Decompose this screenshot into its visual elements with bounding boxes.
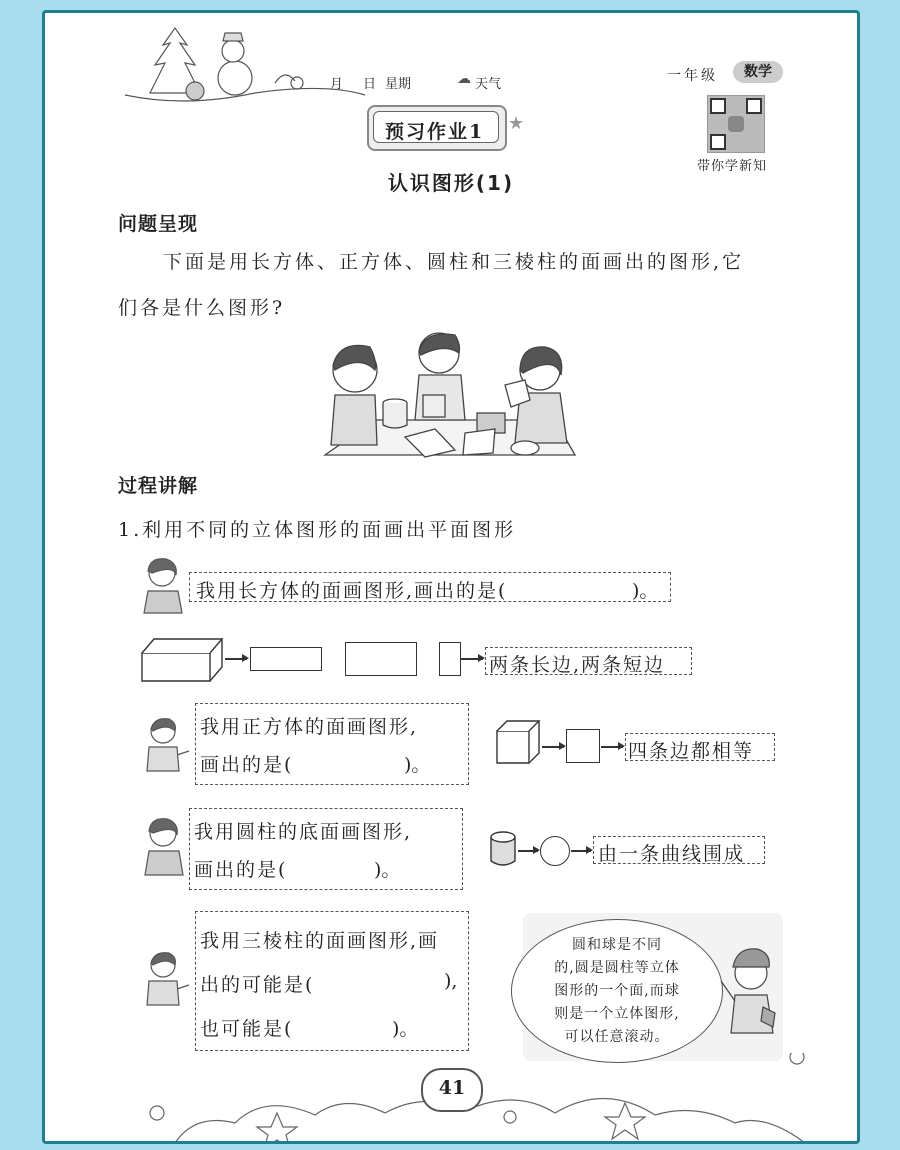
row3-speech-line1: 我用圆柱的底面画图形, <box>194 821 413 843</box>
row4-speech-line2b: ), <box>444 970 458 992</box>
row1-speech-text: 我用长方体的面画图形,画出的是( <box>196 580 508 602</box>
rectangle-face-3 <box>439 642 461 676</box>
bubble-line1: 圆和球是不同 <box>572 937 662 953</box>
bubble-line3: 图形的一个面,而球 <box>554 983 680 999</box>
row2-speech-line2a: 画出的是( <box>200 754 294 776</box>
qr-code[interactable] <box>707 95 765 153</box>
rectangle-face-1 <box>250 647 322 671</box>
row1-speech-end: )。 <box>632 580 659 602</box>
bubble-line2: 的,圆是圆柱等立体 <box>554 960 680 976</box>
row4-speech-line2a: 出的可能是( <box>200 974 315 996</box>
arrow-r2b <box>601 746 623 748</box>
subject-badge: 数学 <box>733 61 783 83</box>
step1-text: 1.利用不同的立体图形的面画出平面图形 <box>118 519 517 541</box>
worksheet-page <box>42 10 860 1144</box>
weather-label: 天气 <box>475 77 502 92</box>
row3-speech-line2b: )。 <box>374 859 401 881</box>
row3-speech-box <box>189 808 463 890</box>
page-title: 认识图形(1) <box>387 171 515 195</box>
cube-shape <box>495 719 545 769</box>
row2-speech-box <box>195 703 469 785</box>
row1-speech-box <box>189 572 671 602</box>
date-month-label: 月 <box>330 77 344 92</box>
weather-icon: ☁ <box>457 71 471 87</box>
boy-with-hat-illustration <box>717 941 783 1037</box>
bubble-line5: 可以任意滚动。 <box>564 1029 670 1045</box>
thought-bubble <box>511 919 723 1063</box>
problem-text-line1: 下面是用长方体、正方体、圆柱和三棱柱的面画出的图形,它 <box>163 251 745 273</box>
square-face <box>566 729 600 763</box>
lesson-badge-text: 预习作业1 <box>385 121 485 143</box>
star-icon: ★ <box>508 113 525 134</box>
circle-face <box>540 836 570 866</box>
weekday-label: 星期 <box>385 77 412 92</box>
row3-speech-line2a: 画出的是( <box>194 859 288 881</box>
row2-label: 四条边都相等 <box>628 740 755 762</box>
row4-speech-line1: 我用三棱柱的面画图形,画 <box>200 930 440 952</box>
girl-avatar <box>141 813 189 879</box>
rectangle-face-2 <box>345 642 417 676</box>
cuboid-shape <box>140 635 240 685</box>
arrow-r2a <box>542 746 564 748</box>
arrow-r3a <box>518 850 538 852</box>
row2-speech-line1: 我用正方体的面画图形, <box>200 716 419 738</box>
problem-heading: 问题呈现 <box>118 213 199 235</box>
row2-speech-line2b: )。 <box>404 754 431 776</box>
problem-text-line2: 们各是什么图形? <box>118 297 286 319</box>
page-number-badge <box>421 1068 483 1112</box>
bubble-line4: 则是一个立体图形, <box>554 1006 680 1022</box>
date-day-label: 日 <box>363 77 377 92</box>
boy-avatar <box>143 947 191 1009</box>
qr-caption: 带你学新知 <box>697 159 768 174</box>
row3-label-box <box>593 836 765 864</box>
row1-label: 两条长边,两条短边 <box>489 654 666 676</box>
arrow-r3b <box>571 850 591 852</box>
bubble-text <box>512 934 722 1049</box>
row1-label-box <box>485 647 692 675</box>
arrow-r1b <box>461 658 483 660</box>
process-heading: 过程讲解 <box>118 475 199 497</box>
boy-avatar <box>143 713 191 775</box>
row4-speech-line3a: 也可能是( <box>200 1018 294 1040</box>
row2-label-box <box>625 733 775 761</box>
page-number: 41 <box>438 1077 466 1099</box>
lesson-badge <box>367 105 507 151</box>
girl-avatar <box>140 553 188 615</box>
children-illustration <box>315 325 585 465</box>
row3-label: 由一条曲线围成 <box>598 843 746 865</box>
grade-label: 一年级 <box>667 68 718 84</box>
row4-speech-line3b: )。 <box>392 1018 419 1040</box>
row4-speech-box <box>195 911 469 1051</box>
cylinder-shape <box>487 829 521 871</box>
arrow-r1a <box>225 658 247 660</box>
